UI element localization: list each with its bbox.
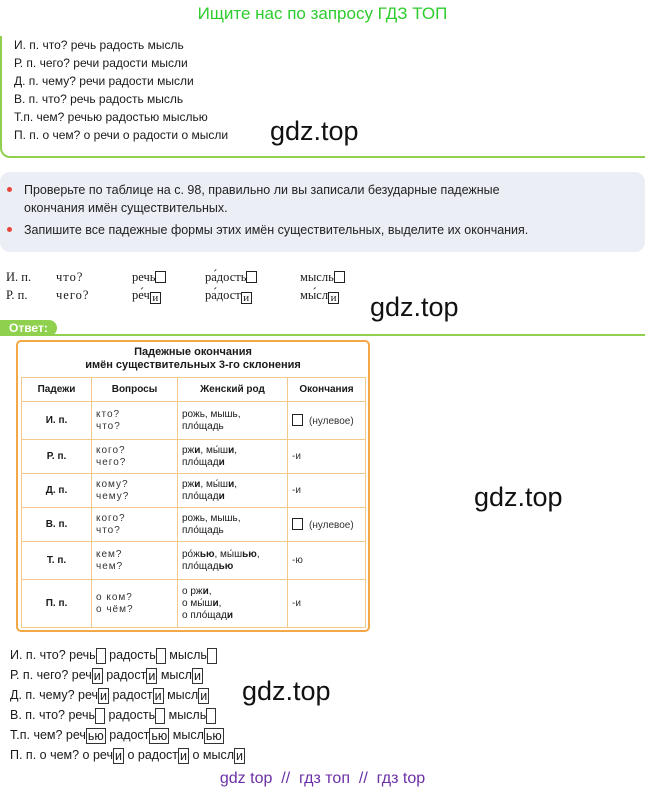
watermark: gdz.top: [370, 292, 459, 322]
answer-line: В. п. что? речь радость мысль: [10, 706, 216, 724]
table-row: Д. п. кому? чему? ржи, мы́ши, пло́щади -и: [22, 474, 366, 508]
column-header: Вопросы: [92, 378, 178, 402]
table-row: В. п. кого? что? рожь, мышь, пло́щадь (нулевое): [22, 508, 366, 542]
endings-table: [16, 340, 370, 632]
ending-box: [334, 271, 345, 283]
textbook-word: ре́ч и: [132, 288, 161, 304]
text-line: Т.п. чем? речью радостью мыслью: [14, 110, 208, 124]
column-header: Женский род: [178, 378, 288, 402]
column-header: Окончания: [288, 378, 366, 402]
textbook-word: ра́дост и: [205, 288, 252, 304]
text-line: Д. п. чему? речи радости мысли: [14, 74, 194, 88]
task-box: [0, 172, 645, 252]
table-row: Р. п. кого? чего? ржи, мы́ши, пло́щади -и: [22, 440, 366, 474]
textbook-question: чего?: [56, 288, 90, 302]
ending-box: и: [150, 292, 161, 304]
column-header: Падежи: [22, 378, 92, 402]
ending-box: [246, 271, 257, 283]
ending-box: и: [241, 292, 252, 304]
text-line: П. п. о чем? о речи о радости о мысли: [14, 128, 229, 142]
bullet-icon: [7, 227, 12, 232]
watermark: gdz.top: [242, 676, 331, 706]
textbook-word: мы́сл и: [300, 288, 339, 304]
table-row: И. п. кто? что? рожь, мышь, пло́щадь (нулевое): [22, 402, 366, 440]
textbook-word: ра́дость: [205, 270, 257, 285]
watermark: gdz.top: [474, 482, 563, 512]
task-item: Запишите все падежные формы этих имён существительных, выделите их окончания.: [24, 223, 529, 237]
page-header: Ищите нас по запросу ГДЗ ТОП: [197, 4, 448, 23]
answer-line: Д. п. чему? реч и радост и мысл и: [10, 688, 208, 703]
watermark: gdz.top: [270, 116, 359, 146]
bullet-icon: [7, 187, 12, 192]
table-title: Падежные окончания имён существительных 3-го склонения: [85, 346, 301, 371]
answer-line: Р. п. чего? реч и радост и мысл и: [10, 668, 201, 683]
answer-line: П. п. о чем? о реч и о радост и о мысл и: [10, 748, 243, 763]
answer-line: И. п. что? речь радость мысль: [10, 646, 217, 664]
textbook-case: И. п.: [6, 270, 32, 284]
ending-box: и: [328, 292, 339, 304]
textbook-question: что?: [56, 270, 84, 284]
answer-badge: Ответ:: [0, 320, 57, 336]
table-row: Т. п. кем? чем? ро́жью, мы́шью, пло́щадью -ю: [22, 542, 366, 580]
textbook-word: речь: [132, 270, 166, 285]
table-row: П. п. о ком? о чём? о ржи, о мы́ши, о пло́щади -и: [22, 580, 366, 628]
task-item: Проверьте по таблице на с. 98, правильно ли вы записали безударные падежные окончания имён существительных.: [24, 183, 500, 215]
text-line: Р. п. чего? речи радости мысли: [14, 56, 188, 70]
answer-divider: [0, 334, 645, 336]
textbook-word: мысль: [300, 270, 345, 285]
text-line: И. п. что? речь радость мысль: [14, 38, 184, 52]
answer-line: Т.п. чем? реч ью радост ью мысл ью: [10, 728, 222, 743]
ending-box: [155, 271, 166, 283]
textbook-case: Р. п.: [6, 288, 28, 302]
text-line: В. п. что? речь радость мысль: [14, 92, 184, 106]
footer-links[interactable]: gdz top // гдз топ // гдз top: [219, 770, 426, 787]
